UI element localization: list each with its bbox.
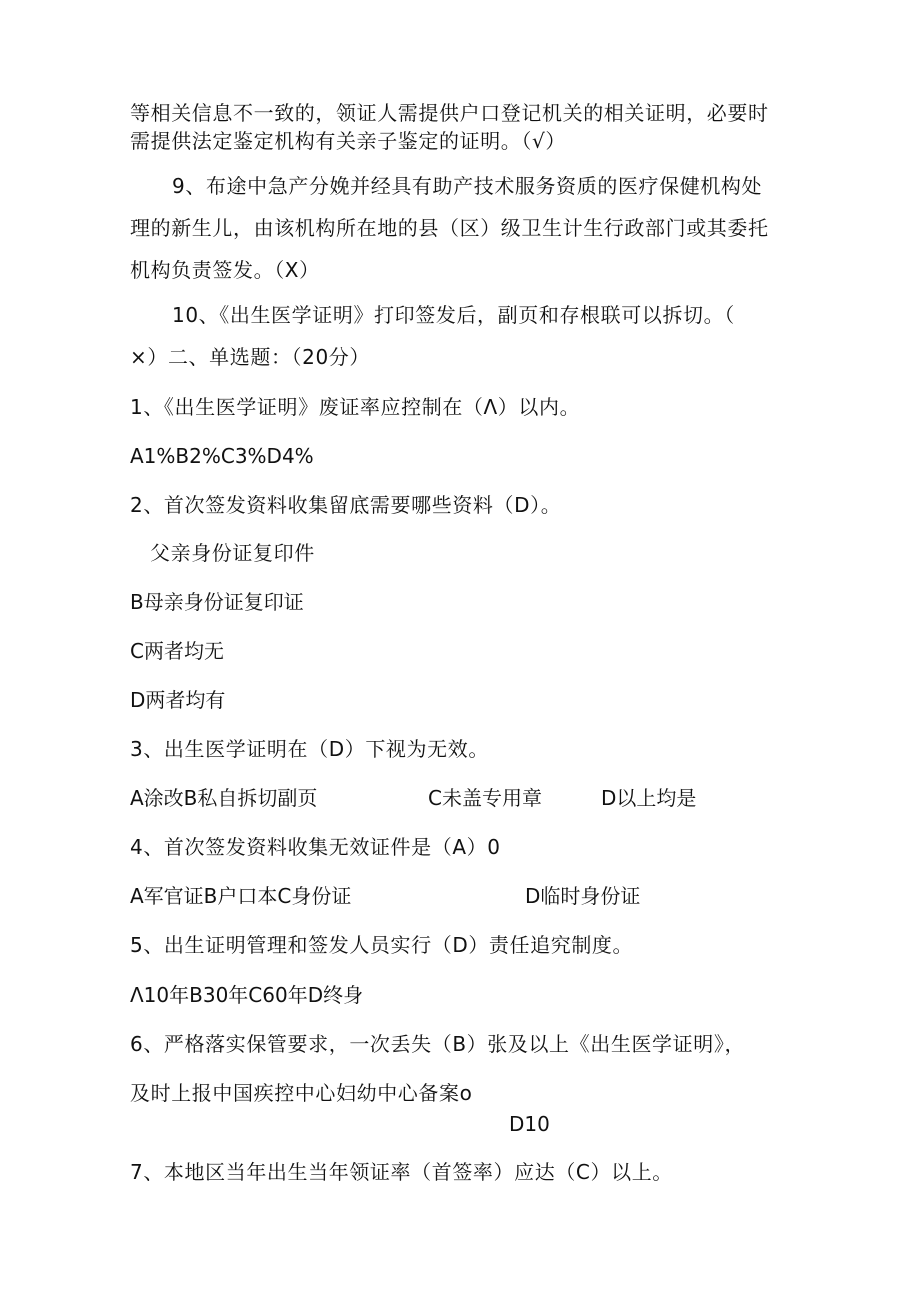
option-d: D两者均有 (130, 688, 226, 712)
options-3-d: D以上均是 (601, 786, 697, 810)
options-3-c: C未盖专用章 (428, 786, 542, 810)
option-b: B母亲身份证复印证 (130, 590, 304, 614)
options-4-abc: A军官证B户口本C身份证 (130, 884, 352, 908)
text-line: 理的新生儿，由该机构所在地的县（区）级卫生计生行政部门或其委托 (130, 216, 769, 240)
question-3: 3、出生医学证明在（D）下视为无效。 (130, 737, 489, 761)
text-line: 等相关信息不一致的，领证人需提供户口登记机关的相关证明，必要时 (130, 101, 769, 125)
option-a: 父亲身份证复印件 (150, 541, 315, 565)
section-heading: ×）二、单选题：（20分） (130, 345, 371, 369)
options-3-ab: A涂改B私自拆切副页 (130, 786, 318, 810)
question-7: 7、本地区当年出生当年领证率（首签率）应达（C）以上。 (130, 1160, 673, 1184)
options-4-d: D临时身份证 (525, 884, 641, 908)
text-line: 及时上报中国疾控中心妇幼中心备案o (130, 1081, 473, 1105)
text-line: 需提供法定鉴定机构有关亲子鉴定的证明。（√） (130, 129, 566, 153)
question-9: 9、布途中急产分娩并经具有助产技术服务资质的医疗保健机构处 (172, 174, 763, 198)
text-line: 机构负责签发。（X） (130, 258, 320, 282)
options-5: Λ10年B30年C60年D终身 (130, 983, 364, 1007)
question-10: 10、《出生医学证明》打印签发后，副页和存根联可以拆切。（ (172, 303, 735, 327)
question-4: 4、首次签发资料收集无效证件是（A）0 (130, 835, 501, 859)
question-2: 2、首次签发资料收集留底需要哪些资料（D）。 (130, 493, 562, 517)
option-c: C两者均无 (130, 639, 224, 663)
question-6: 6、严格落实保管要求，一次丢失（B）张及以上《出生医学证明》， (130, 1032, 746, 1056)
question-1: 1、《出生医学证明》废证率应控制在（Λ）以内。 (130, 395, 581, 419)
options-1: A1%B2%C3%D4% (130, 444, 314, 468)
options-6-d: D10 (509, 1112, 550, 1136)
question-5: 5、出生证明管理和签发人员实行（D）责任追究制度。 (130, 933, 634, 957)
